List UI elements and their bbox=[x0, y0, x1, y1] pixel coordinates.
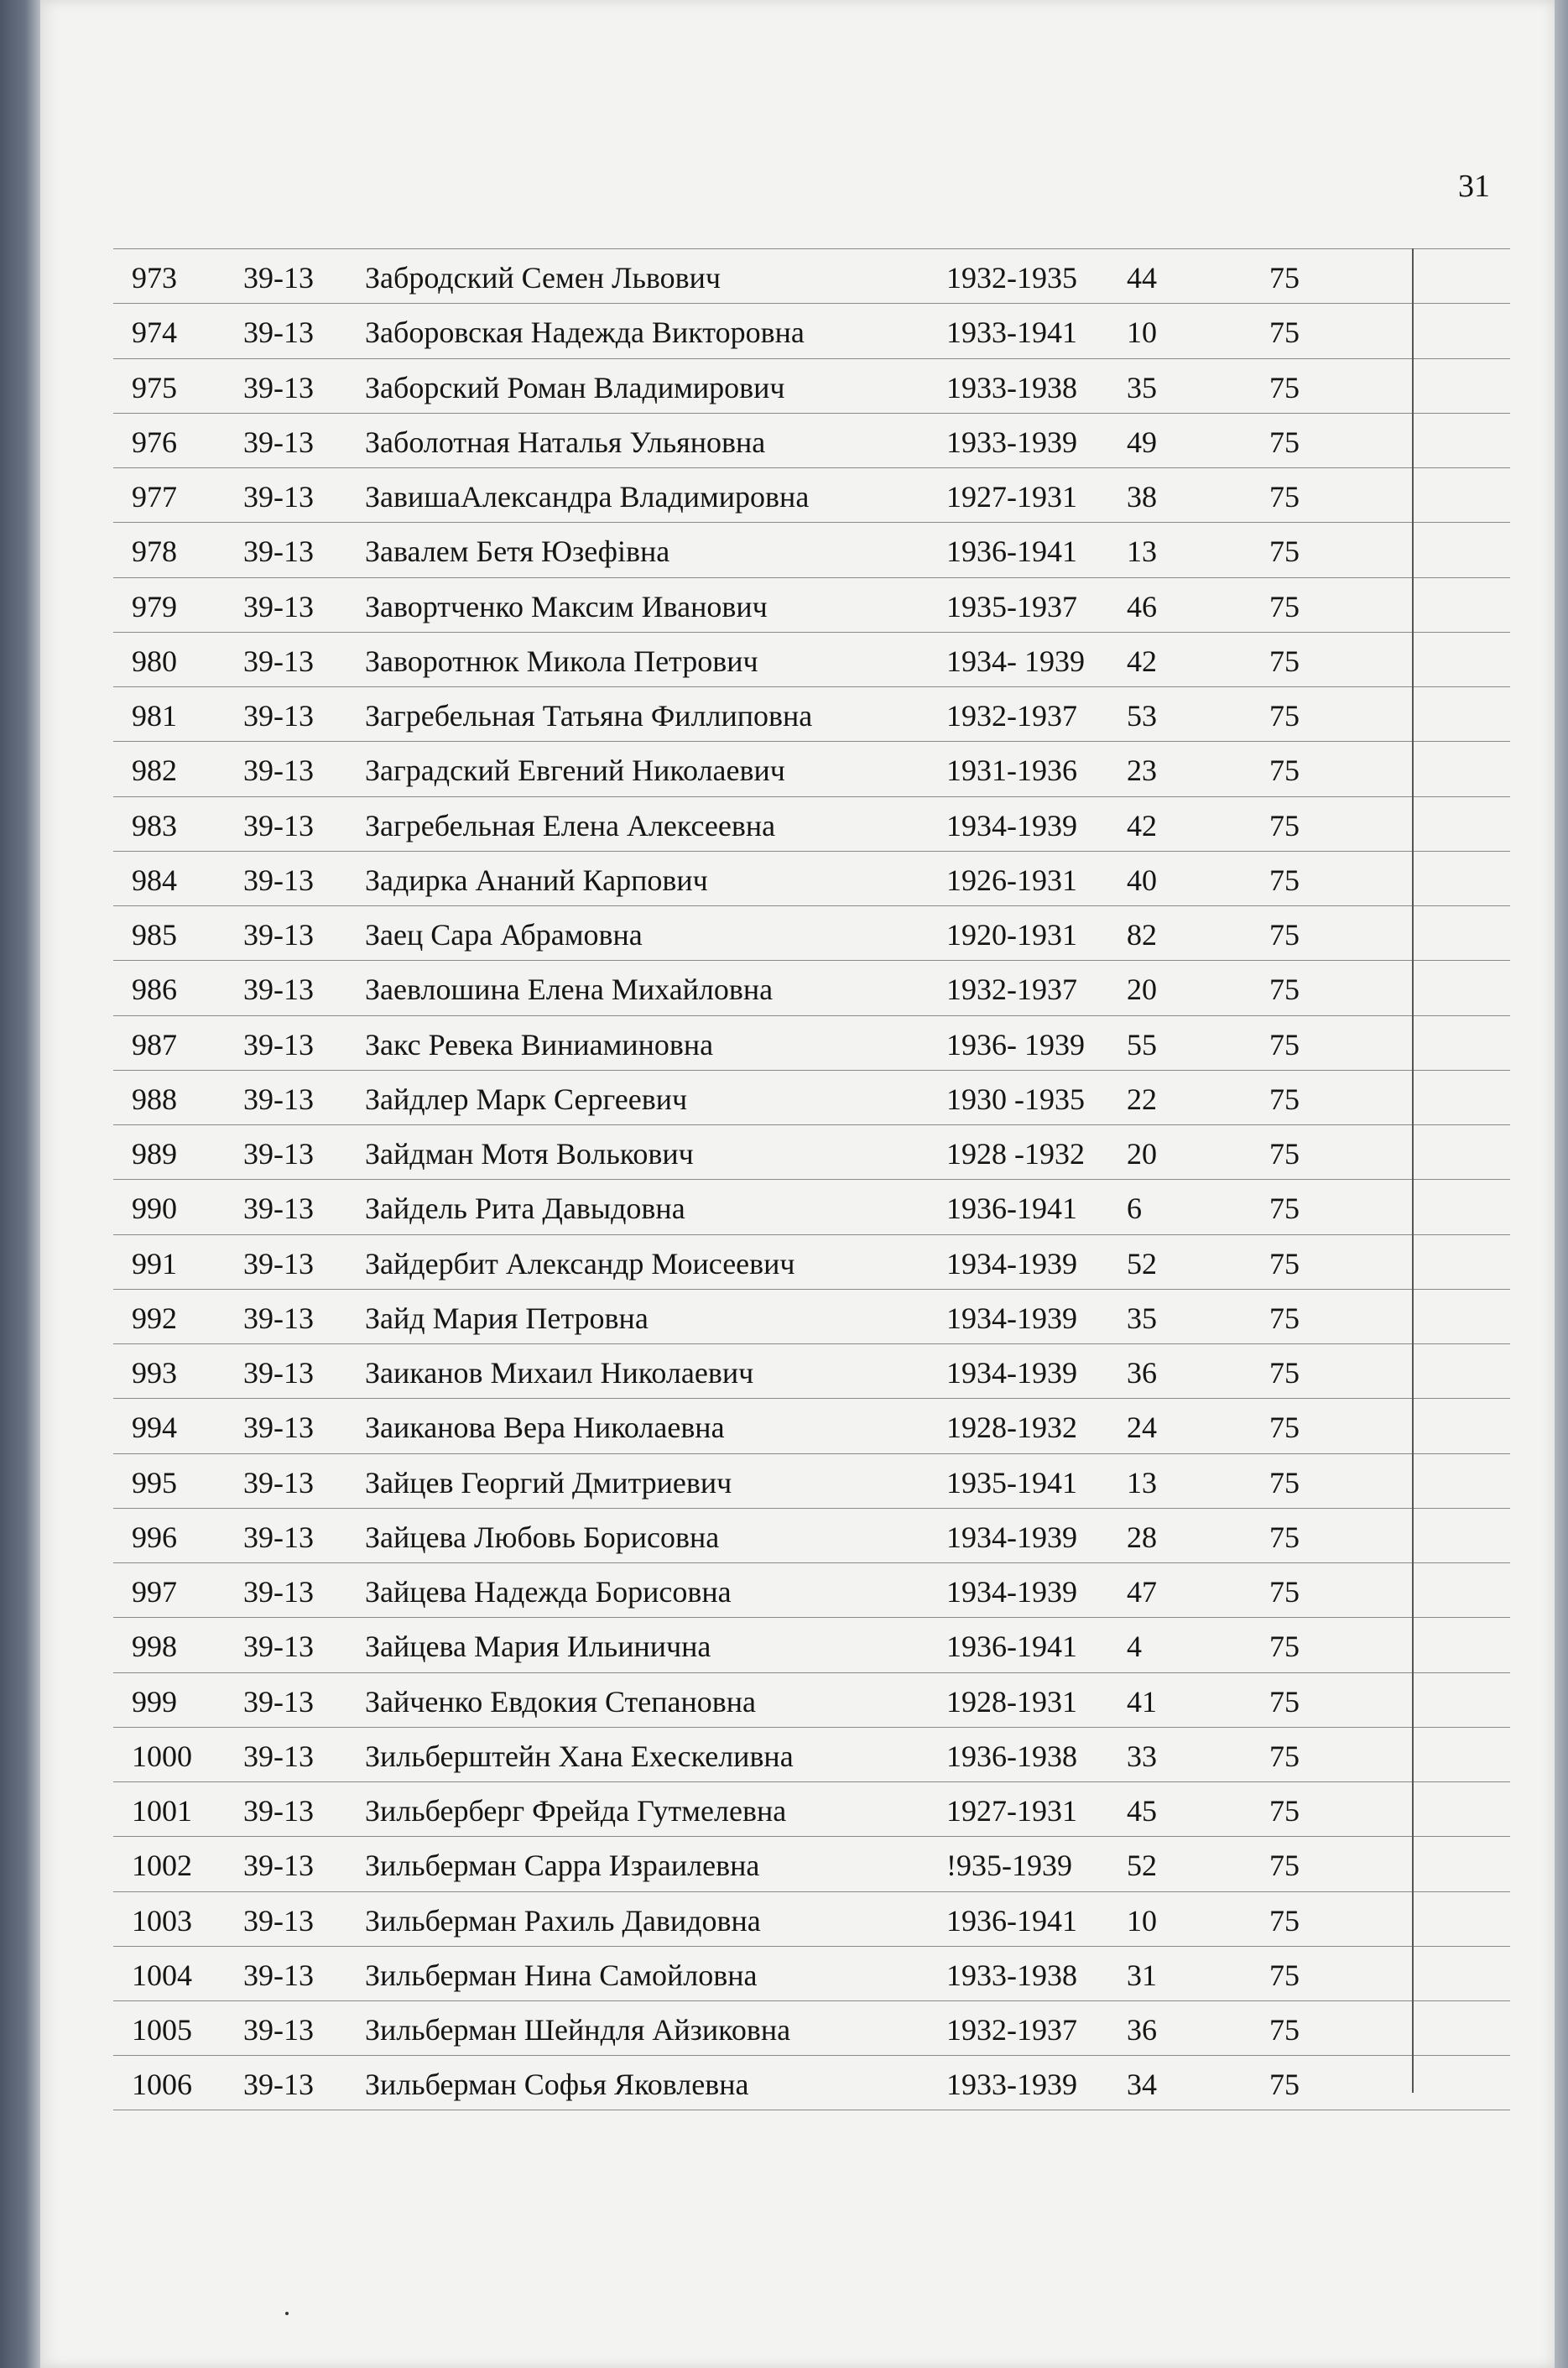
study-years: 1936-1941 bbox=[946, 535, 1077, 569]
sheet-count: 53 bbox=[1127, 699, 1157, 733]
person-name: Заболотная Наталья Ульяновна bbox=[365, 425, 766, 459]
storage-term: 75 bbox=[1269, 589, 1300, 623]
person-name: Заевлошина Елена Михайловна bbox=[365, 973, 774, 1007]
storage-term: 75 bbox=[1269, 1849, 1300, 1883]
study-years: 1933-1941 bbox=[946, 316, 1077, 350]
person-name: Зильберман Сарра Израилевна bbox=[365, 1849, 760, 1883]
person-name: Зайцев Георгий Дмитриевич bbox=[365, 1465, 732, 1500]
table-row bbox=[113, 851, 1510, 905]
fund-code: 39-13 bbox=[243, 2068, 314, 2102]
table-row bbox=[113, 741, 1510, 795]
fund-code: 39-13 bbox=[243, 425, 314, 459]
fund-code: 39-13 bbox=[243, 1575, 314, 1609]
storage-term: 75 bbox=[1269, 1903, 1300, 1938]
record-number: 1003 bbox=[132, 1903, 192, 1938]
fund-code: 39-13 bbox=[243, 261, 314, 295]
study-years: 1935-1941 bbox=[946, 1465, 1077, 1500]
person-name: Зайдлер Марк Сергеевич bbox=[365, 1082, 688, 1116]
table-row bbox=[113, 1836, 1510, 1891]
person-name: Зайцева Мария Ильинична bbox=[365, 1630, 711, 1664]
storage-term: 75 bbox=[1269, 1137, 1300, 1171]
record-number: 1000 bbox=[132, 1739, 192, 1773]
person-name: Завортченко Максим Иванович bbox=[365, 589, 768, 623]
fund-code: 39-13 bbox=[243, 1794, 314, 1828]
fund-code: 39-13 bbox=[243, 863, 314, 897]
record-number: 984 bbox=[132, 863, 177, 897]
record-number: 999 bbox=[132, 1684, 177, 1719]
record-number: 990 bbox=[132, 1192, 177, 1226]
person-name: Заборовская Надежда Викторовна bbox=[365, 316, 805, 350]
table-row bbox=[113, 1453, 1510, 1508]
storage-term: 75 bbox=[1269, 1027, 1300, 1061]
table-row bbox=[113, 1179, 1510, 1234]
table-row bbox=[113, 960, 1510, 1014]
person-name: Зайдель Рита Давыдовна bbox=[365, 1192, 685, 1226]
table-row bbox=[113, 303, 1510, 357]
study-years: 1932-1935 bbox=[946, 261, 1077, 295]
storage-term: 75 bbox=[1269, 1246, 1300, 1280]
study-years: 1934-1939 bbox=[946, 1520, 1077, 1554]
record-number: 973 bbox=[132, 261, 177, 295]
fund-code: 39-13 bbox=[243, 1903, 314, 1938]
record-number: 989 bbox=[132, 1137, 177, 1171]
record-number: 997 bbox=[132, 1575, 177, 1609]
fund-code: 39-13 bbox=[243, 754, 314, 788]
storage-term: 75 bbox=[1269, 2013, 1300, 2047]
fund-code: 39-13 bbox=[243, 699, 314, 733]
table-row bbox=[113, 1508, 1510, 1562]
storage-term: 75 bbox=[1269, 808, 1300, 842]
table-row bbox=[113, 686, 1510, 741]
fund-code: 39-13 bbox=[243, 1958, 314, 1992]
study-years: 1933-1939 bbox=[946, 2068, 1077, 2102]
fund-code: 39-13 bbox=[243, 1246, 314, 1280]
table-row bbox=[113, 632, 1510, 686]
table-row bbox=[113, 1727, 1510, 1781]
study-years: 1926-1931 bbox=[946, 863, 1077, 897]
fund-code: 39-13 bbox=[243, 1192, 314, 1226]
study-years: 1936- 1939 bbox=[946, 1027, 1085, 1061]
study-years: 1934-1939 bbox=[946, 1356, 1077, 1390]
table-row bbox=[113, 577, 1510, 632]
study-years: 1933-1938 bbox=[946, 1958, 1077, 1992]
record-number: 983 bbox=[132, 808, 177, 842]
study-years: 1932-1937 bbox=[946, 699, 1077, 733]
table-row bbox=[113, 467, 1510, 522]
storage-term: 75 bbox=[1269, 918, 1300, 952]
study-years: 1928-1931 bbox=[946, 1684, 1077, 1719]
sheet-count: 33 bbox=[1127, 1739, 1157, 1773]
table-row bbox=[113, 1398, 1510, 1453]
person-name: Заец Сара Абрамовна bbox=[365, 918, 643, 952]
fund-code: 39-13 bbox=[243, 1684, 314, 1719]
table-row bbox=[113, 905, 1510, 960]
storage-term: 75 bbox=[1269, 2068, 1300, 2102]
person-name: Закс Ревека Виниаминовна bbox=[365, 1027, 714, 1061]
table-row bbox=[113, 522, 1510, 576]
table-row bbox=[113, 1289, 1510, 1343]
fund-code: 39-13 bbox=[243, 1137, 314, 1171]
sheet-count: 46 bbox=[1127, 589, 1157, 623]
table-row bbox=[113, 1946, 1510, 2000]
fund-code: 39-13 bbox=[243, 1411, 314, 1445]
table-row bbox=[113, 1015, 1510, 1070]
record-number: 993 bbox=[132, 1356, 177, 1390]
sheet-count: 10 bbox=[1127, 316, 1157, 350]
fund-code: 39-13 bbox=[243, 808, 314, 842]
person-name: Забродский Семен Львович bbox=[365, 261, 721, 295]
sheet-count: 44 bbox=[1127, 261, 1157, 295]
storage-term: 75 bbox=[1269, 1958, 1300, 1992]
storage-term: 75 bbox=[1269, 1630, 1300, 1664]
storage-term: 75 bbox=[1269, 1739, 1300, 1773]
person-name: Зильберштейн Хана Ехескеливна bbox=[365, 1739, 794, 1773]
table-row bbox=[113, 1124, 1510, 1179]
person-name: Заиканов Михаил Николаевич bbox=[365, 1356, 754, 1390]
person-name: Зильберман Шейндля Айзиковна bbox=[365, 2013, 791, 2047]
sheet-count: 52 bbox=[1127, 1849, 1157, 1883]
table-row bbox=[113, 358, 1510, 413]
person-name: Зайченко Евдокия Степановна bbox=[365, 1684, 757, 1719]
storage-term: 75 bbox=[1269, 644, 1300, 678]
table-row bbox=[113, 1672, 1510, 1727]
study-years: 1936-1941 bbox=[946, 1192, 1077, 1226]
table-row bbox=[113, 2000, 1510, 2055]
study-years: 1927-1931 bbox=[946, 480, 1077, 514]
fund-code: 39-13 bbox=[243, 644, 314, 678]
sheet-count: 20 bbox=[1127, 1137, 1157, 1171]
storage-term: 75 bbox=[1269, 1575, 1300, 1609]
sheet-count: 45 bbox=[1127, 1794, 1157, 1828]
study-years: 1936-1941 bbox=[946, 1630, 1077, 1664]
sheet-count: 4 bbox=[1127, 1630, 1142, 1664]
column-divider bbox=[1412, 248, 1414, 2093]
person-name: Заворотнюк Микола Петрович bbox=[365, 644, 758, 678]
study-years: 1934- 1939 bbox=[946, 644, 1085, 678]
storage-term: 75 bbox=[1269, 1684, 1300, 1719]
storage-term: 75 bbox=[1269, 261, 1300, 295]
person-name: Заградский Евгений Николаевич bbox=[365, 754, 785, 788]
fund-code: 39-13 bbox=[243, 1027, 314, 1061]
fund-code: 39-13 bbox=[243, 2013, 314, 2047]
fund-code: 39-13 bbox=[243, 370, 314, 404]
storage-term: 75 bbox=[1269, 1794, 1300, 1828]
storage-term: 75 bbox=[1269, 480, 1300, 514]
sheet-count: 42 bbox=[1127, 644, 1157, 678]
study-years: 1936-1938 bbox=[946, 1739, 1077, 1773]
fund-code: 39-13 bbox=[243, 1630, 314, 1664]
table-row bbox=[113, 1891, 1510, 1946]
table-row bbox=[113, 248, 1510, 303]
fund-code: 39-13 bbox=[243, 316, 314, 350]
person-name: Зильберман Нина Самойловна bbox=[365, 1958, 758, 1992]
record-number: 994 bbox=[132, 1411, 177, 1445]
fund-code: 39-13 bbox=[243, 1465, 314, 1500]
table-row bbox=[113, 413, 1510, 467]
sheet-count: 24 bbox=[1127, 1411, 1157, 1445]
person-name: Зильберман Рахиль Давидовна bbox=[365, 1903, 761, 1938]
sheet-count: 13 bbox=[1127, 535, 1157, 569]
fund-code: 39-13 bbox=[243, 1356, 314, 1390]
storage-term: 75 bbox=[1269, 316, 1300, 350]
storage-term: 75 bbox=[1269, 754, 1300, 788]
person-name: Загребельная Елена Алексеевна bbox=[365, 808, 776, 842]
record-number: 987 bbox=[132, 1027, 177, 1061]
storage-term: 75 bbox=[1269, 699, 1300, 733]
records-table bbox=[113, 248, 1510, 2110]
fund-code: 39-13 bbox=[243, 589, 314, 623]
record-number: 991 bbox=[132, 1246, 177, 1280]
record-number: 1006 bbox=[132, 2068, 192, 2102]
sheet-count: 35 bbox=[1127, 1301, 1157, 1335]
table-row bbox=[113, 1562, 1510, 1617]
study-years: 1931-1936 bbox=[946, 754, 1077, 788]
storage-term: 75 bbox=[1269, 1465, 1300, 1500]
record-number: 1001 bbox=[132, 1794, 192, 1828]
table-row bbox=[113, 796, 1510, 851]
sheet-count: 52 bbox=[1127, 1246, 1157, 1280]
sheet-count: 36 bbox=[1127, 1356, 1157, 1390]
study-years: 1935-1937 bbox=[946, 589, 1077, 623]
study-years: 1934-1939 bbox=[946, 1246, 1077, 1280]
person-name: Зайдман Мотя Волькович bbox=[365, 1137, 694, 1171]
study-years: 1936-1941 bbox=[946, 1903, 1077, 1938]
sheet-count: 40 bbox=[1127, 863, 1157, 897]
record-number: 979 bbox=[132, 589, 177, 623]
sheet-count: 22 bbox=[1127, 1082, 1157, 1116]
sheet-count: 35 bbox=[1127, 370, 1157, 404]
person-name: Зайд Мария Петровна bbox=[365, 1301, 649, 1335]
sheet-count: 82 bbox=[1127, 918, 1157, 952]
sheet-count: 23 bbox=[1127, 754, 1157, 788]
table-row bbox=[113, 1343, 1510, 1398]
study-years: 1920-1931 bbox=[946, 918, 1077, 952]
storage-term: 75 bbox=[1269, 1520, 1300, 1554]
fund-code: 39-13 bbox=[243, 1849, 314, 1883]
sheet-count: 6 bbox=[1127, 1192, 1142, 1226]
record-number: 1005 bbox=[132, 2013, 192, 2047]
record-number: 977 bbox=[132, 480, 177, 514]
fund-code: 39-13 bbox=[243, 1739, 314, 1773]
record-number: 988 bbox=[132, 1082, 177, 1116]
table-row bbox=[113, 1234, 1510, 1289]
storage-term: 75 bbox=[1269, 1082, 1300, 1116]
storage-term: 75 bbox=[1269, 1356, 1300, 1390]
person-name: Заиканова Вера Николаевна bbox=[365, 1411, 725, 1445]
sheet-count: 20 bbox=[1127, 973, 1157, 1007]
sheet-count: 55 bbox=[1127, 1027, 1157, 1061]
study-years: 1934-1939 bbox=[946, 1575, 1077, 1609]
storage-term: 75 bbox=[1269, 1301, 1300, 1335]
fund-code: 39-13 bbox=[243, 535, 314, 569]
study-years: 1928 -1932 bbox=[946, 1137, 1085, 1171]
person-name: ЗавишаАлександра Владимировна bbox=[365, 480, 810, 514]
record-number: 986 bbox=[132, 973, 177, 1007]
storage-term: 75 bbox=[1269, 535, 1300, 569]
record-number: 982 bbox=[132, 754, 177, 788]
sheet-count: 34 bbox=[1127, 2068, 1157, 2102]
study-years: 1932-1937 bbox=[946, 2013, 1077, 2047]
storage-term: 75 bbox=[1269, 863, 1300, 897]
table-row bbox=[113, 2055, 1510, 2110]
person-name: Зильберберг Фрейда Гутмелевна bbox=[365, 1794, 787, 1828]
person-name: Задирка Ананий Карпович bbox=[365, 863, 708, 897]
record-number: 985 bbox=[132, 918, 177, 952]
study-years: 1933-1939 bbox=[946, 425, 1077, 459]
study-years: 1930 -1935 bbox=[946, 1082, 1085, 1116]
page-number: 31 bbox=[1458, 169, 1490, 204]
record-number: 978 bbox=[132, 535, 177, 569]
sheet-count: 10 bbox=[1127, 1903, 1157, 1938]
storage-term: 75 bbox=[1269, 1192, 1300, 1226]
person-name: Зайцева Надежда Борисовна bbox=[365, 1575, 732, 1609]
record-number: 981 bbox=[132, 699, 177, 733]
sheet-count: 41 bbox=[1127, 1684, 1157, 1719]
person-name: Зильберман Софья Яковлевна bbox=[365, 2068, 749, 2102]
sheet-count: 49 bbox=[1127, 425, 1157, 459]
fund-code: 39-13 bbox=[243, 918, 314, 952]
table-row bbox=[113, 1070, 1510, 1124]
record-number: 995 bbox=[132, 1465, 177, 1500]
record-number: 975 bbox=[132, 370, 177, 404]
person-name: Зайдербит Александр Моисеевич bbox=[365, 1246, 795, 1280]
storage-term: 75 bbox=[1269, 370, 1300, 404]
sheet-count: 38 bbox=[1127, 480, 1157, 514]
person-name: Загребельная Татьяна Филлиповна bbox=[365, 699, 813, 733]
sheet-count: 13 bbox=[1127, 1465, 1157, 1500]
person-name: Завалем Бетя Юзефівна bbox=[365, 535, 670, 569]
study-years: 1934-1939 bbox=[946, 808, 1077, 842]
record-number: 1004 bbox=[132, 1958, 192, 1992]
table-row bbox=[113, 1781, 1510, 1836]
record-number: 992 bbox=[132, 1301, 177, 1335]
fund-code: 39-13 bbox=[243, 480, 314, 514]
fund-code: 39-13 bbox=[243, 973, 314, 1007]
storage-term: 75 bbox=[1269, 425, 1300, 459]
record-number: 976 bbox=[132, 425, 177, 459]
study-years: 1934-1939 bbox=[946, 1301, 1077, 1335]
study-years: 1933-1938 bbox=[946, 370, 1077, 404]
fund-code: 39-13 bbox=[243, 1301, 314, 1335]
record-number: 998 bbox=[132, 1630, 177, 1664]
study-years: 1928-1932 bbox=[946, 1411, 1077, 1445]
speck-mark bbox=[285, 2312, 289, 2315]
record-number: 974 bbox=[132, 316, 177, 350]
sheet-count: 28 bbox=[1127, 1520, 1157, 1554]
record-number: 1002 bbox=[132, 1849, 192, 1883]
sheet-count: 36 bbox=[1127, 2013, 1157, 2047]
person-name: Зайцева Любовь Борисовна bbox=[365, 1520, 720, 1554]
study-years: 1927-1931 bbox=[946, 1794, 1077, 1828]
storage-term: 75 bbox=[1269, 973, 1300, 1007]
record-number: 980 bbox=[132, 644, 177, 678]
fund-code: 39-13 bbox=[243, 1082, 314, 1116]
table-row bbox=[113, 1617, 1510, 1672]
fund-code: 39-13 bbox=[243, 1520, 314, 1554]
study-years: 1932-1937 bbox=[946, 973, 1077, 1007]
sheet-count: 42 bbox=[1127, 808, 1157, 842]
person-name: Заборский Роман Владимирович bbox=[365, 370, 785, 404]
sheet-count: 31 bbox=[1127, 1958, 1157, 1992]
sheet-count: 47 bbox=[1127, 1575, 1157, 1609]
record-number: 996 bbox=[132, 1520, 177, 1554]
study-years: !935-1939 bbox=[946, 1849, 1072, 1883]
storage-term: 75 bbox=[1269, 1411, 1300, 1445]
